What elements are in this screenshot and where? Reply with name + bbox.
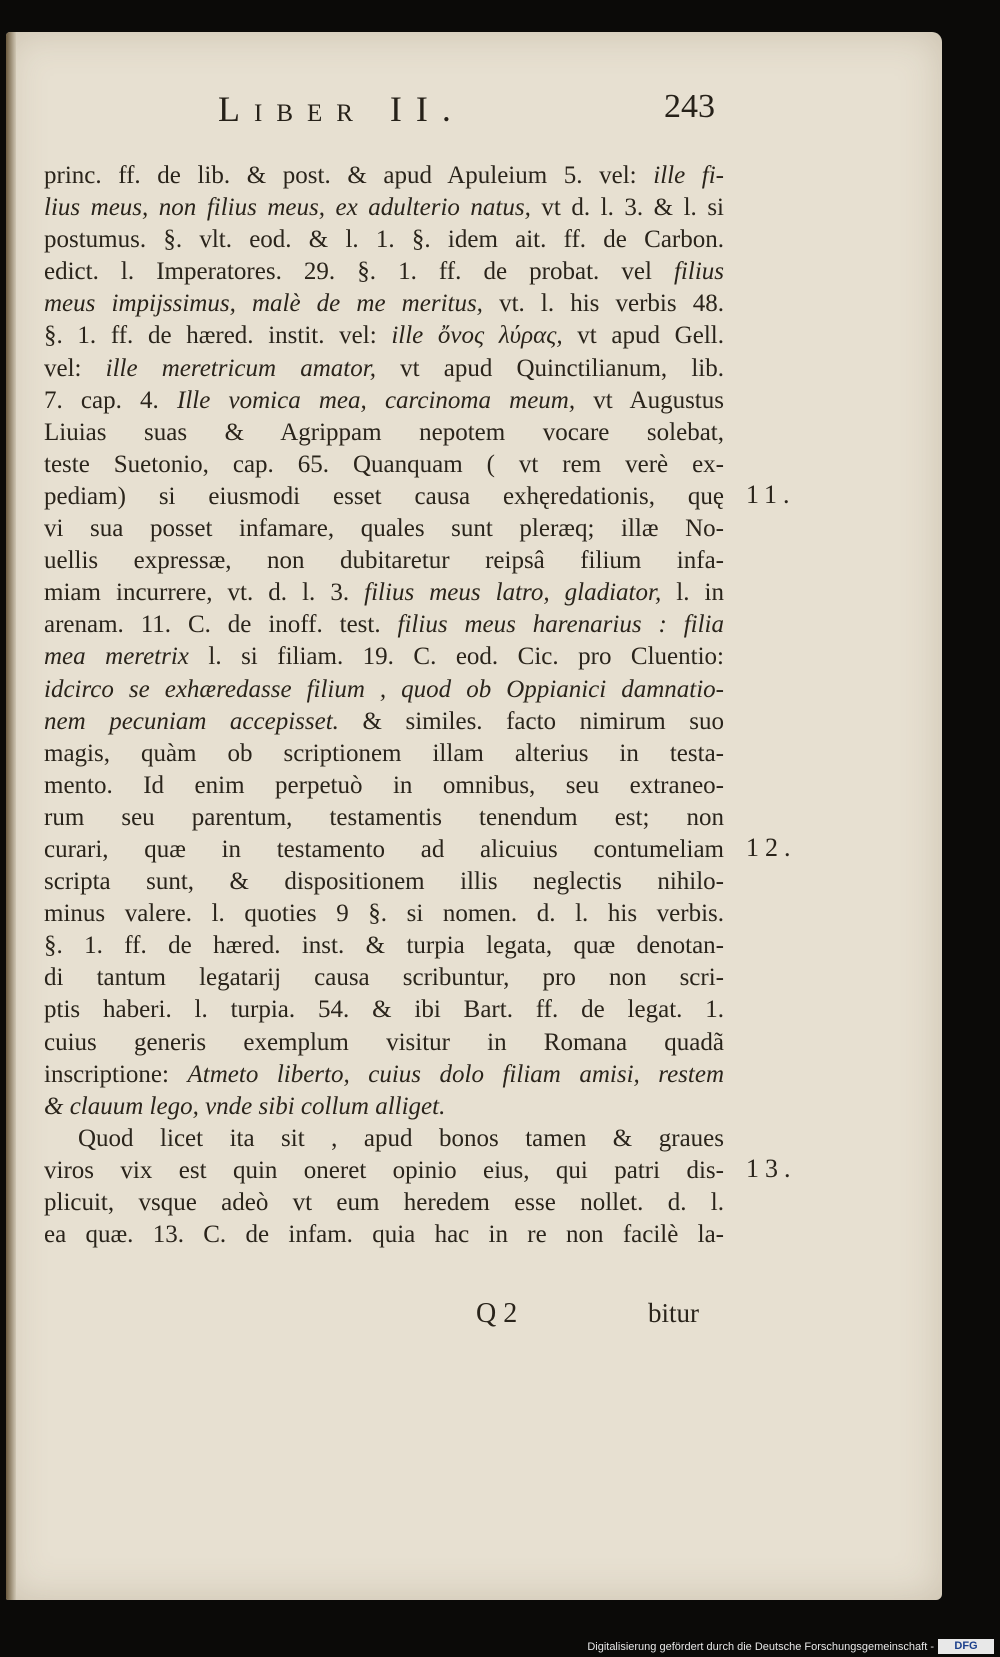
- italic-text: & clauum lego, vnde sibi collum alliget.: [44, 1092, 446, 1120]
- roman-text: vt apud Quinctilianum, lib.: [375, 354, 724, 382]
- dfg-logo: DFG: [938, 1639, 994, 1654]
- roman-text: Quod licet ita sit , apud bonos tamen & graues: [78, 1124, 724, 1152]
- roman-text: teste Suetonio, cap. 65. Quanquam ( vt rem verè ex-: [44, 450, 724, 478]
- roman-text: Liuias suas & Agrippam nepotem vocare solebat,: [44, 418, 724, 446]
- text-line: [44, 1187, 724, 1219]
- text-line: [44, 481, 724, 513]
- roman-text: vt apud Gell.: [562, 322, 724, 350]
- roman-text: vt Augustus: [575, 386, 724, 414]
- italic-text: nem pecuniam accepisset.: [44, 707, 339, 735]
- italic-text: filius meus harenarius : filia: [397, 611, 725, 639]
- text-line: [44, 834, 724, 866]
- roman-text: miam incurrere, vt. d. l. 3.: [44, 579, 365, 607]
- roman-text: cuius generis exemplum visitur in Romana quadã: [44, 1028, 724, 1056]
- text-line: [44, 1091, 724, 1123]
- text-line: [44, 641, 724, 673]
- roman-text: vt. l. his verbis 48.: [482, 290, 724, 318]
- roman-text: viros vix est quin oneret opinio eius, qui patri dis-: [44, 1156, 724, 1184]
- italic-text: filius: [673, 258, 724, 286]
- roman-text: l. in: [661, 579, 724, 607]
- roman-text: vel:: [44, 354, 106, 382]
- roman-text: uellis expressæ, non dubitaretur reipsâ filium infa-: [44, 547, 724, 575]
- roman-text: §. 1. ff. de hæred. instit. vel:: [44, 322, 392, 350]
- text-line: [44, 674, 724, 706]
- text-line: [44, 1059, 724, 1091]
- roman-text: l. si filiam. 19. C. eod. Cic. pro Cluentio:: [188, 643, 724, 671]
- roman-text: minus valere. l. quoties 9 §. si nomen. d. l. his verbis.: [44, 900, 724, 928]
- italic-text: idcirco se exhæredasse filium , quod ob Oppianici damnatio-: [44, 675, 724, 703]
- text-line: [44, 288, 724, 320]
- text-line: [44, 513, 724, 545]
- roman-text: 7. cap. 4.: [44, 386, 177, 414]
- text-line: [44, 1219, 724, 1251]
- roman-text: ea quæ. 13. C. de infam. quia hac in re non facilè la-: [44, 1221, 724, 1249]
- italic-text: ille ὄνος λύρας,: [391, 322, 563, 350]
- text-line: [44, 930, 724, 962]
- margin-note-11: 11.: [746, 480, 796, 509]
- roman-text: pediam) si eiusmodi esset causa exhęredationis, quę: [44, 482, 724, 510]
- funding-note: Digitalisierung gefördert durch die Deutsche Forschungsgemeinschaft -: [587, 1641, 934, 1653]
- italic-text: ille meretricum amator,: [105, 354, 376, 382]
- page-gutter-edge: [6, 32, 16, 1600]
- text-line: [44, 994, 724, 1026]
- margin-note-12: 12.: [746, 833, 797, 862]
- text-line: [44, 866, 724, 898]
- text-line: [44, 1123, 724, 1155]
- roman-text: inscriptione:: [44, 1060, 188, 1088]
- italic-text: mea meretrix: [44, 643, 189, 671]
- text-line: [44, 256, 724, 288]
- text-line: [44, 545, 724, 577]
- roman-text: magis, quàm ob scriptionem illam alterius in testa-: [44, 739, 724, 767]
- text-line: [44, 1027, 724, 1059]
- text-line: [44, 353, 724, 385]
- body-text: [44, 160, 724, 1251]
- roman-text: rum seu parentum, testamentis tenendum est; non: [44, 803, 724, 831]
- roman-text: vi sua posset infamare, quales sunt pleræq; illæ No-: [44, 515, 724, 543]
- roman-text: vt d. l. 3. & l. si: [530, 194, 724, 222]
- italic-text: meus impijssimus, malè de me meritus,: [44, 290, 483, 318]
- roman-text: plicuit, vsque adeò vt eum heredem esse nollet. d. l.: [44, 1189, 724, 1216]
- italic-text: Ille vomica mea, carcinoma meum,: [177, 386, 576, 414]
- roman-text: edict. l. Imperatores. 29. §. 1. ff. de probat. vel: [44, 258, 674, 286]
- roman-text: postumus. §. vlt. eod. & l. 1. §. idem ait. ff. de Carbon.: [44, 226, 724, 254]
- margin-note-13: 13.: [746, 1154, 797, 1183]
- roman-text: & similes. facto nimirum suo: [338, 707, 724, 735]
- text-line: [44, 802, 724, 834]
- text-line: [44, 224, 724, 256]
- text-line: [44, 160, 724, 192]
- roman-text: curari, quæ in testamento ad alicuius contumeliam: [44, 835, 724, 863]
- catchword: bitur: [648, 1298, 699, 1328]
- italic-text: ille fi-: [653, 162, 725, 189]
- roman-text: di tantum legatarij causa scribuntur, pro non scri-: [44, 964, 724, 992]
- text-line: [44, 738, 724, 770]
- signature-mark: Q 2: [476, 1298, 518, 1329]
- roman-text: mento. Id enim perpetuò in omnibus, seu extraneo-: [44, 771, 724, 799]
- roman-text: princ. ff. de lib. & post. & apud Apuleium 5. vel:: [44, 162, 654, 189]
- text-line: [44, 192, 724, 224]
- italic-text: filius meus latro, gladiator,: [364, 579, 662, 607]
- text-line: [44, 898, 724, 930]
- text-line: [44, 962, 724, 994]
- text-line: [44, 320, 724, 352]
- roman-text: scripta sunt, & dispositionem illis neglectis nihilo-: [44, 868, 724, 896]
- italic-text: Atmeto liberto, cuius dolo filiam amisi, restem: [187, 1060, 724, 1088]
- text-line: [44, 1155, 724, 1187]
- text-line: [44, 385, 724, 417]
- italic-text: lius meus, non filius meus, ex adulterio natus,: [44, 194, 531, 222]
- roman-text: ptis haberi. l. turpia. 54. & ibi Bart. ff. de legat. 1.: [44, 996, 724, 1024]
- text-line: [44, 706, 724, 738]
- text-line: [44, 417, 724, 449]
- text-line: [44, 449, 724, 481]
- roman-text: arenam. 11. C. de inoff. test.: [44, 611, 398, 639]
- text-line: [44, 770, 724, 802]
- running-head: Liber II.: [218, 89, 465, 129]
- roman-text: §. 1. ff. de hæred. inst. & turpia legata, quæ denotan-: [44, 932, 724, 960]
- page-number: 243: [664, 88, 715, 125]
- text-line: [44, 577, 724, 609]
- text-line: [44, 609, 724, 641]
